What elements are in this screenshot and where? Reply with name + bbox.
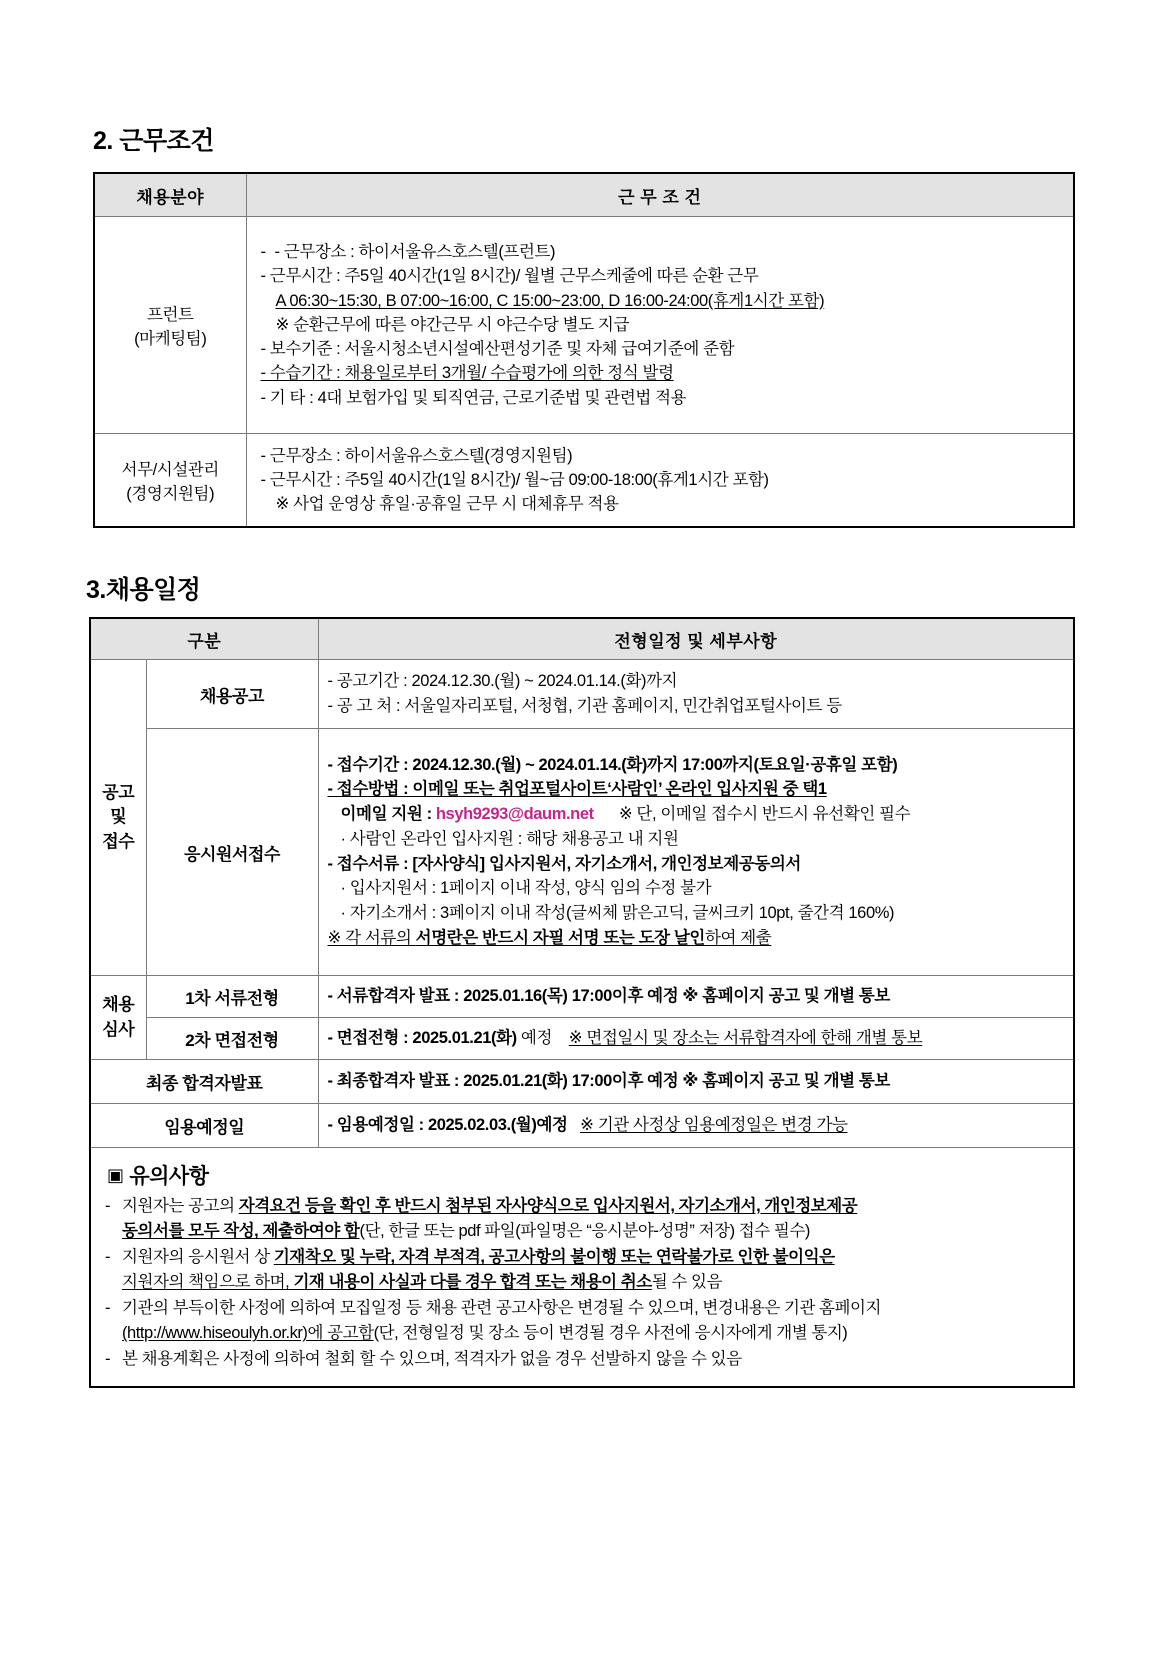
list-item [105,1245,1061,1295]
table-row [94,434,1074,528]
list-marker: - [105,1350,111,1369]
list-marker: - [105,1248,111,1267]
row-label-admin-line2: (경영지원팀) [126,485,215,503]
condition-line: - 보수기준 : 서울시청소년시설예산편성기준 및 자체 급여기준에 준함 [260,340,735,359]
row-label-stage1: 1차 서류전형 [146,976,318,1018]
group-label-screening [90,976,146,1060]
table-row-notice [90,1148,1074,1387]
column-header-details: 전형일정 및 세부사항 [318,618,1074,660]
schedule-line: - 공고기간 : 2024.12.30.(월) ~ 2024.01.14.(화)까지 [327,671,678,690]
row-content-front [246,217,1074,434]
condition-line: A 06:30~15:30, B 07:00~16:00, C 15:00~23:00, D 16:00-24:00(휴게1시간 포함) [275,291,825,310]
list-item [105,1194,1061,1244]
row-content-admin [246,434,1074,528]
list-marker: - [105,1299,111,1318]
table-header-row [90,618,1074,660]
row-content-final-result: - 최종합격자 발표 : 2025.01.21(화) 17:00이후 예정 ※ 홈페이지 공고 및 개별 통보 [318,1060,1074,1104]
group-label-line: 공고 [102,782,135,802]
column-header-conditions: 근 무 조 건 [246,173,1074,217]
group-label-line: 채용 [102,994,135,1014]
page-title-schedule: 3.채용일정 [86,576,201,604]
table-row-final-result [90,1060,1074,1104]
row-content-stage1: - 서류합격자 발표 : 2025.01.16(목) 17:00이후 예정 ※ 홈페이지 공고 및 개별 통보 [318,976,1074,1018]
table-row [94,217,1074,434]
schedule-line-email-apply: 이메일 지원 : hsyh9293@daum.net ※ 단, 이메일 접수시 반드시 유선확인 필수 [340,805,911,823]
list-text: 지원자는 공고의 자격요건 등을 확인 후 반드시 첨부된 자사양식으로 입사지원서, 자기소개서, 개인정보제공 동의서를 모두 작성, 제출하여야 함(단, 한글 또는 pdf 파일(파일명은 “응시분야-성명” 저장) 접수 필수) [122,1197,858,1241]
group-label-line: 심사 [102,1019,135,1039]
row-label-application: 응시원서접수 [146,729,318,976]
column-header-field: 채용분야 [94,173,246,217]
row-label-front [94,217,246,434]
schedule-line: - 공 고 처 : 서울일자리포털, 서청협, 기관 홈페이지, 민간취업포털사이트 등 [327,696,842,715]
list-marker: - [105,1197,111,1215]
notice-item-list [105,1194,1061,1373]
schedule-line-resume-rule: · 입사지원서 : 1페이지 이내 작성, 양식 임의 수정 불가 [340,879,712,898]
schedule-line-signature-note: ※ 각 서류의 서명란은 반드시 자필 서명 또는 도장 날인하여 제출 [327,928,772,947]
condition-line: - - 근무장소 : 하이서울유스호스텔(프런트) [260,243,556,262]
condition-line: ※ 순환근무에 따른 야간근무 시 야근수당 별도 지급 [275,315,629,334]
condition-line: - 근무시간 : 주5일 40시간(1일 8시간)/ 월별 근무스케줄에 따른 순환 근무 [260,267,759,286]
row-content-application [318,729,1074,976]
page-title-work-conditions: 2. 근무조건 [93,127,214,155]
notice-title-row [105,1156,1061,1194]
schedule-line-receipt-method: - 접수방법 : 이메일 또는 취업포털사이트‘사람인’ 온라인 입사지원 중 택1 [327,780,827,799]
square-bullet-icon: ▣ [107,1165,125,1185]
condition-line: ※ 사업 운영상 휴일·공휴일 근무 시 대체휴무 적용 [275,495,619,514]
row-content-job-notice [318,660,1074,729]
condition-line: - 기 타 : 4대 보험가입 및 퇴직연금, 근로기준법 및 관련법 적용 [260,388,687,407]
notice-title: 유의사항 [129,1165,209,1188]
list-text: 본 채용계획은 사정에 의하여 철회 할 수 있으며, 적격자가 없을 경우 선발하지 않을 수 있음 [122,1350,742,1369]
work-conditions-table [93,172,1075,528]
table-row-job-notice [90,660,1074,729]
list-text: 지원자의 응시원서 상 기재착오 및 누락, 자격 부적격, 공고사항의 불이행 또는 연락불가로 인한 불이익은 지원자의 책임으로 하며, 기재 내용이 사실과 다를 경우 합격 또는 채용이 취소될 수 있음 [122,1248,835,1292]
schedule-line-documents: - 접수서류 : [자사양식] 입사지원서, 자기소개서, 개인정보제공동의서 [327,854,801,873]
row-label-final-result: 최종 합격자발표 [90,1060,318,1104]
homepage-url[interactable]: (http://www.hiseoulyh.or.kr)에 공고함 [122,1324,374,1343]
condition-line: - 근무시간 : 주5일 40시간(1일 8시간)/ 월~금 09:00-18:00(휴게1시간 포함) [260,470,769,489]
row-label-front-line1: 프런트 [146,306,194,324]
row-label-admin [94,434,246,528]
schedule-line-receipt-period: - 접수기간 : 2024.12.30.(월) ~ 2024.01.14.(화)까지 17:00까지(토요일·공휴일 포함) [327,755,898,774]
group-label-line: 접수 [102,831,135,851]
email-address[interactable]: hsyh9293@daum.net [435,805,594,823]
list-text: 기관의 부득이한 사정에 의하여 모집일정 등 채용 관련 공고사항은 변경될 수 있으며, 변경내용은 기관 홈페이지 (http://www.hiseoulyh.or.kr)에 공고함(단, 전형일정 및 장소 등이 변경될 경우 사전에 응시자에게 개별 통지) [122,1299,882,1343]
table-row-stage1 [90,976,1074,1018]
table-row-appointment-date [90,1104,1074,1148]
row-label-stage2: 2차 면접전형 [146,1018,318,1060]
list-item [105,1296,1061,1346]
schedule-line-cover-letter-rule: · 자기소개서 : 3페이지 이내 작성(글씨체 맑은고딕, 글씨크키 10pt, 줄간격 160%) [340,904,895,922]
row-content-stage2: - 면접전형 : 2025.01.21(화) 예정 ※ 면접일시 및 장소는 서류합격자에 한해 개별 통보 [318,1018,1074,1060]
table-header-row [94,173,1074,217]
condition-line: - 근무장소 : 하이서울유스호스텔(경영지원팀) [260,446,573,465]
row-label-admin-line1: 서무/시설관리 [121,461,219,479]
row-label-front-line2: (마케팅팀) [134,330,207,348]
row-content-appointment-date: - 임용예정일 : 2025.02.03.(월)예정 ※ 기관 사정상 임용예정일은 변경 가능 [318,1104,1074,1148]
table-row-stage2 [90,1018,1074,1060]
condition-line: - 수습기간 : 채용일로부터 3개월/ 수습평가에 의한 정식 발령 [260,364,674,383]
group-label-line: 및 [110,807,127,827]
schedule-line-saramin-apply: · 사람인 온라인 입사지원 : 해당 채용공고 내 지원 [340,829,679,848]
row-label-appointment-date: 임용예정일 [90,1104,318,1148]
column-header-category: 구분 [90,618,318,660]
group-label-notice-and-receipt [90,660,146,976]
notice-block [90,1148,1074,1387]
row-label-job-notice: 채용공고 [146,660,318,729]
table-row-application [90,729,1074,976]
list-item [105,1347,1061,1372]
recruitment-schedule-table [89,617,1075,1388]
